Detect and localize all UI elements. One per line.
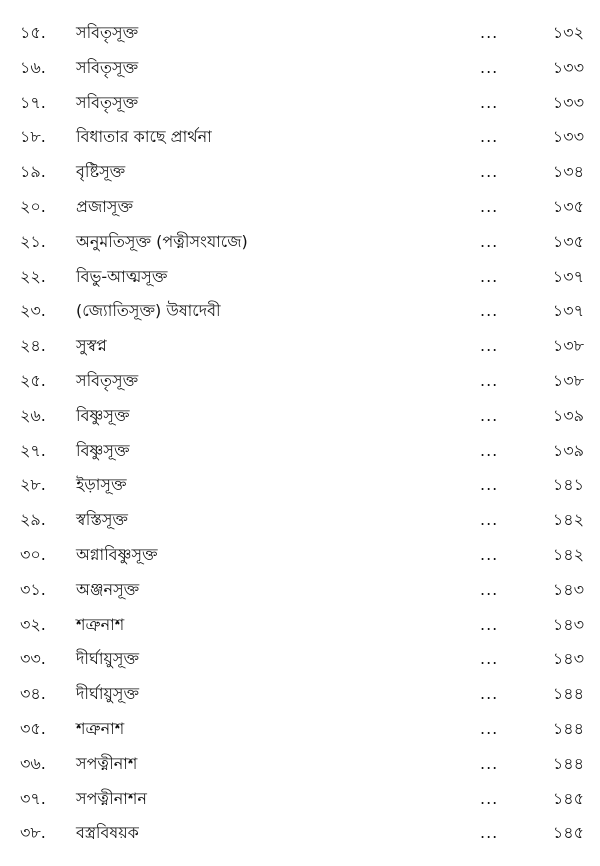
entry-page-number: ১৪২ <box>552 544 584 564</box>
entry-page-number: ১৩৩ <box>552 127 584 147</box>
entry-number: ২৮. <box>20 475 46 495</box>
entry-title: সবিতৃসূক্ত <box>76 23 139 42</box>
entry-page-number: ১৪৩ <box>552 649 584 669</box>
entry-leader: ... <box>480 475 499 495</box>
entry-leader: ... <box>480 301 499 321</box>
entry-leader: ... <box>480 405 499 425</box>
entry-leader: ... <box>480 510 499 530</box>
entry-number: ৩২. <box>20 614 46 634</box>
entry-number: ২৬. <box>20 405 46 425</box>
toc-entry <box>0 155 600 190</box>
entry-number: ৩১. <box>20 579 46 599</box>
toc-entry <box>0 190 600 225</box>
table-of-contents <box>0 16 600 851</box>
entry-title: অনুমতিসূক্ত (পত্নীসংযাজে) <box>76 231 248 251</box>
toc-entry <box>0 642 600 677</box>
entry-title: প্রজাসূক্ত <box>76 196 134 216</box>
entry-page-number: ১৪৫ <box>552 788 584 808</box>
entry-title: দীর্ঘায়ুসূক্ত <box>76 649 140 669</box>
entry-page-number: ১৪৩ <box>552 614 584 634</box>
entry-leader: ... <box>480 823 499 843</box>
entry-page-number: ১৩৫ <box>552 231 584 251</box>
entry-number: ২৫. <box>20 370 46 390</box>
entry-number: ৩৫. <box>20 718 46 738</box>
entry-number: ২৪. <box>20 336 46 356</box>
entry-leader: ... <box>480 162 499 182</box>
entry-leader: ... <box>480 788 499 808</box>
toc-entry <box>0 399 600 434</box>
entry-leader: ... <box>480 544 499 564</box>
entry-number: ২৭. <box>20 440 46 460</box>
entry-title: স্বস্তিসূক্ত <box>76 510 128 530</box>
entry-number: ২২. <box>20 266 46 286</box>
toc-entry <box>0 329 600 364</box>
toc-entry <box>0 712 600 747</box>
toc-entry <box>0 16 600 51</box>
entry-title: বিষ্ণুসূক্ত <box>76 405 130 425</box>
entry-number: ১৯. <box>20 162 46 182</box>
entry-title: বৃষ্টিসূক্ত <box>76 162 126 182</box>
entry-leader: ... <box>480 614 499 634</box>
entry-title: সুস্বপ্ন <box>76 336 107 356</box>
toc-entry <box>0 538 600 573</box>
entry-title: শত্রুনাশ <box>76 614 125 634</box>
entry-number: ১৭. <box>20 92 46 112</box>
entry-number: ১৫. <box>20 23 46 42</box>
entry-page-number: ১৪১ <box>552 475 584 495</box>
entry-page-number: ১৩৩ <box>552 92 584 112</box>
entry-number: ৩৪. <box>20 684 46 704</box>
entry-leader: ... <box>480 753 499 773</box>
entry-leader: ... <box>480 718 499 738</box>
entry-leader: ... <box>480 440 499 460</box>
entry-page-number: ১৪৫ <box>552 823 584 843</box>
toc-entry <box>0 816 600 851</box>
entry-title: সবিতৃসূক্ত <box>76 92 139 112</box>
entry-page-number: ১৩২ <box>552 23 584 42</box>
entry-page-number: ১৩৫ <box>552 196 584 216</box>
entry-leader: ... <box>480 127 499 147</box>
toc-entry <box>0 225 600 260</box>
toc-entry <box>0 503 600 538</box>
entry-page-number: ১৩৩ <box>552 57 584 77</box>
entry-number: ১৬. <box>20 57 46 77</box>
entry-page-number: ১৩৮ <box>552 336 584 356</box>
entry-page-number: ১৪৪ <box>552 684 584 704</box>
entry-number: ৩৮. <box>20 823 46 843</box>
entry-leader: ... <box>480 649 499 669</box>
entry-title: অগ্নাবিষ্ণুসূক্ত <box>76 544 158 564</box>
toc-entry <box>0 260 600 295</box>
entry-title: সবিতৃসূক্ত <box>76 370 139 390</box>
entry-leader: ... <box>480 266 499 286</box>
entry-title: শত্রুনাশ <box>76 718 125 738</box>
entry-title: বস্ত্রবিষয়ক <box>76 823 139 843</box>
entry-page-number: ১৩৭ <box>552 301 584 321</box>
entry-leader: ... <box>480 231 499 251</box>
entry-number: ২৩. <box>20 301 46 321</box>
toc-entry <box>0 747 600 782</box>
entry-page-number: ১৩৯ <box>552 440 584 460</box>
entry-number: ৩৭. <box>20 788 46 808</box>
entry-leader: ... <box>480 196 499 216</box>
toc-entry <box>0 120 600 155</box>
entry-leader: ... <box>480 579 499 599</box>
entry-number: ২১. <box>20 231 46 251</box>
entry-number: ২৯. <box>20 510 46 530</box>
entry-title: বিষ্ণুসূক্ত <box>76 440 130 460</box>
entry-number: ৩৬. <box>20 753 46 773</box>
entry-title: বিধাতার কাছে প্রার্থনা <box>76 127 212 147</box>
toc-entry <box>0 364 600 399</box>
entry-page-number: ১৪৪ <box>552 753 584 773</box>
entry-number: ৩৩. <box>20 649 46 669</box>
entry-page-number: ১৩৪ <box>552 162 584 182</box>
toc-entry <box>0 294 600 329</box>
entry-page-number: ১৪৩ <box>552 579 584 599</box>
toc-entry <box>0 86 600 121</box>
entry-page-number: ১৪২ <box>552 510 584 530</box>
entry-page-number: ১৩৮ <box>552 370 584 390</box>
entry-page-number: ১৪৪ <box>552 718 584 738</box>
entry-number: ৩০. <box>20 544 46 564</box>
entry-leader: ... <box>480 336 499 356</box>
entry-title: (জ্যোতিসূক্ত) উষাদেবী <box>76 301 221 321</box>
entry-page-number: ১৩৭ <box>552 266 584 286</box>
entry-page-number: ১৩৯ <box>552 405 584 425</box>
entry-title: সপত্নীনাশ <box>76 753 138 773</box>
toc-entry <box>0 608 600 643</box>
entry-title: দীর্ঘায়ুসূক্ত <box>76 684 140 704</box>
toc-entry <box>0 782 600 817</box>
toc-entry <box>0 468 600 503</box>
entry-title: ইড়াসূক্ত <box>76 475 127 495</box>
toc-entry <box>0 677 600 712</box>
entry-title: বিভু-আত্মসূক্ত <box>76 266 168 286</box>
entry-number: ১৮. <box>20 127 46 147</box>
entry-title: সবিতৃসূক্ত <box>76 57 139 77</box>
entry-leader: ... <box>480 57 499 77</box>
entry-leader: ... <box>480 370 499 390</box>
entry-leader: ... <box>480 23 499 42</box>
entry-leader: ... <box>480 92 499 112</box>
entry-title: সপত্নীনাশন <box>76 788 147 808</box>
toc-entry <box>0 51 600 86</box>
toc-entry <box>0 573 600 608</box>
entry-title: অঞ্জনসূক্ত <box>76 579 140 599</box>
toc-entry <box>0 434 600 469</box>
entry-leader: ... <box>480 684 499 704</box>
entry-number: ২০. <box>20 196 46 216</box>
